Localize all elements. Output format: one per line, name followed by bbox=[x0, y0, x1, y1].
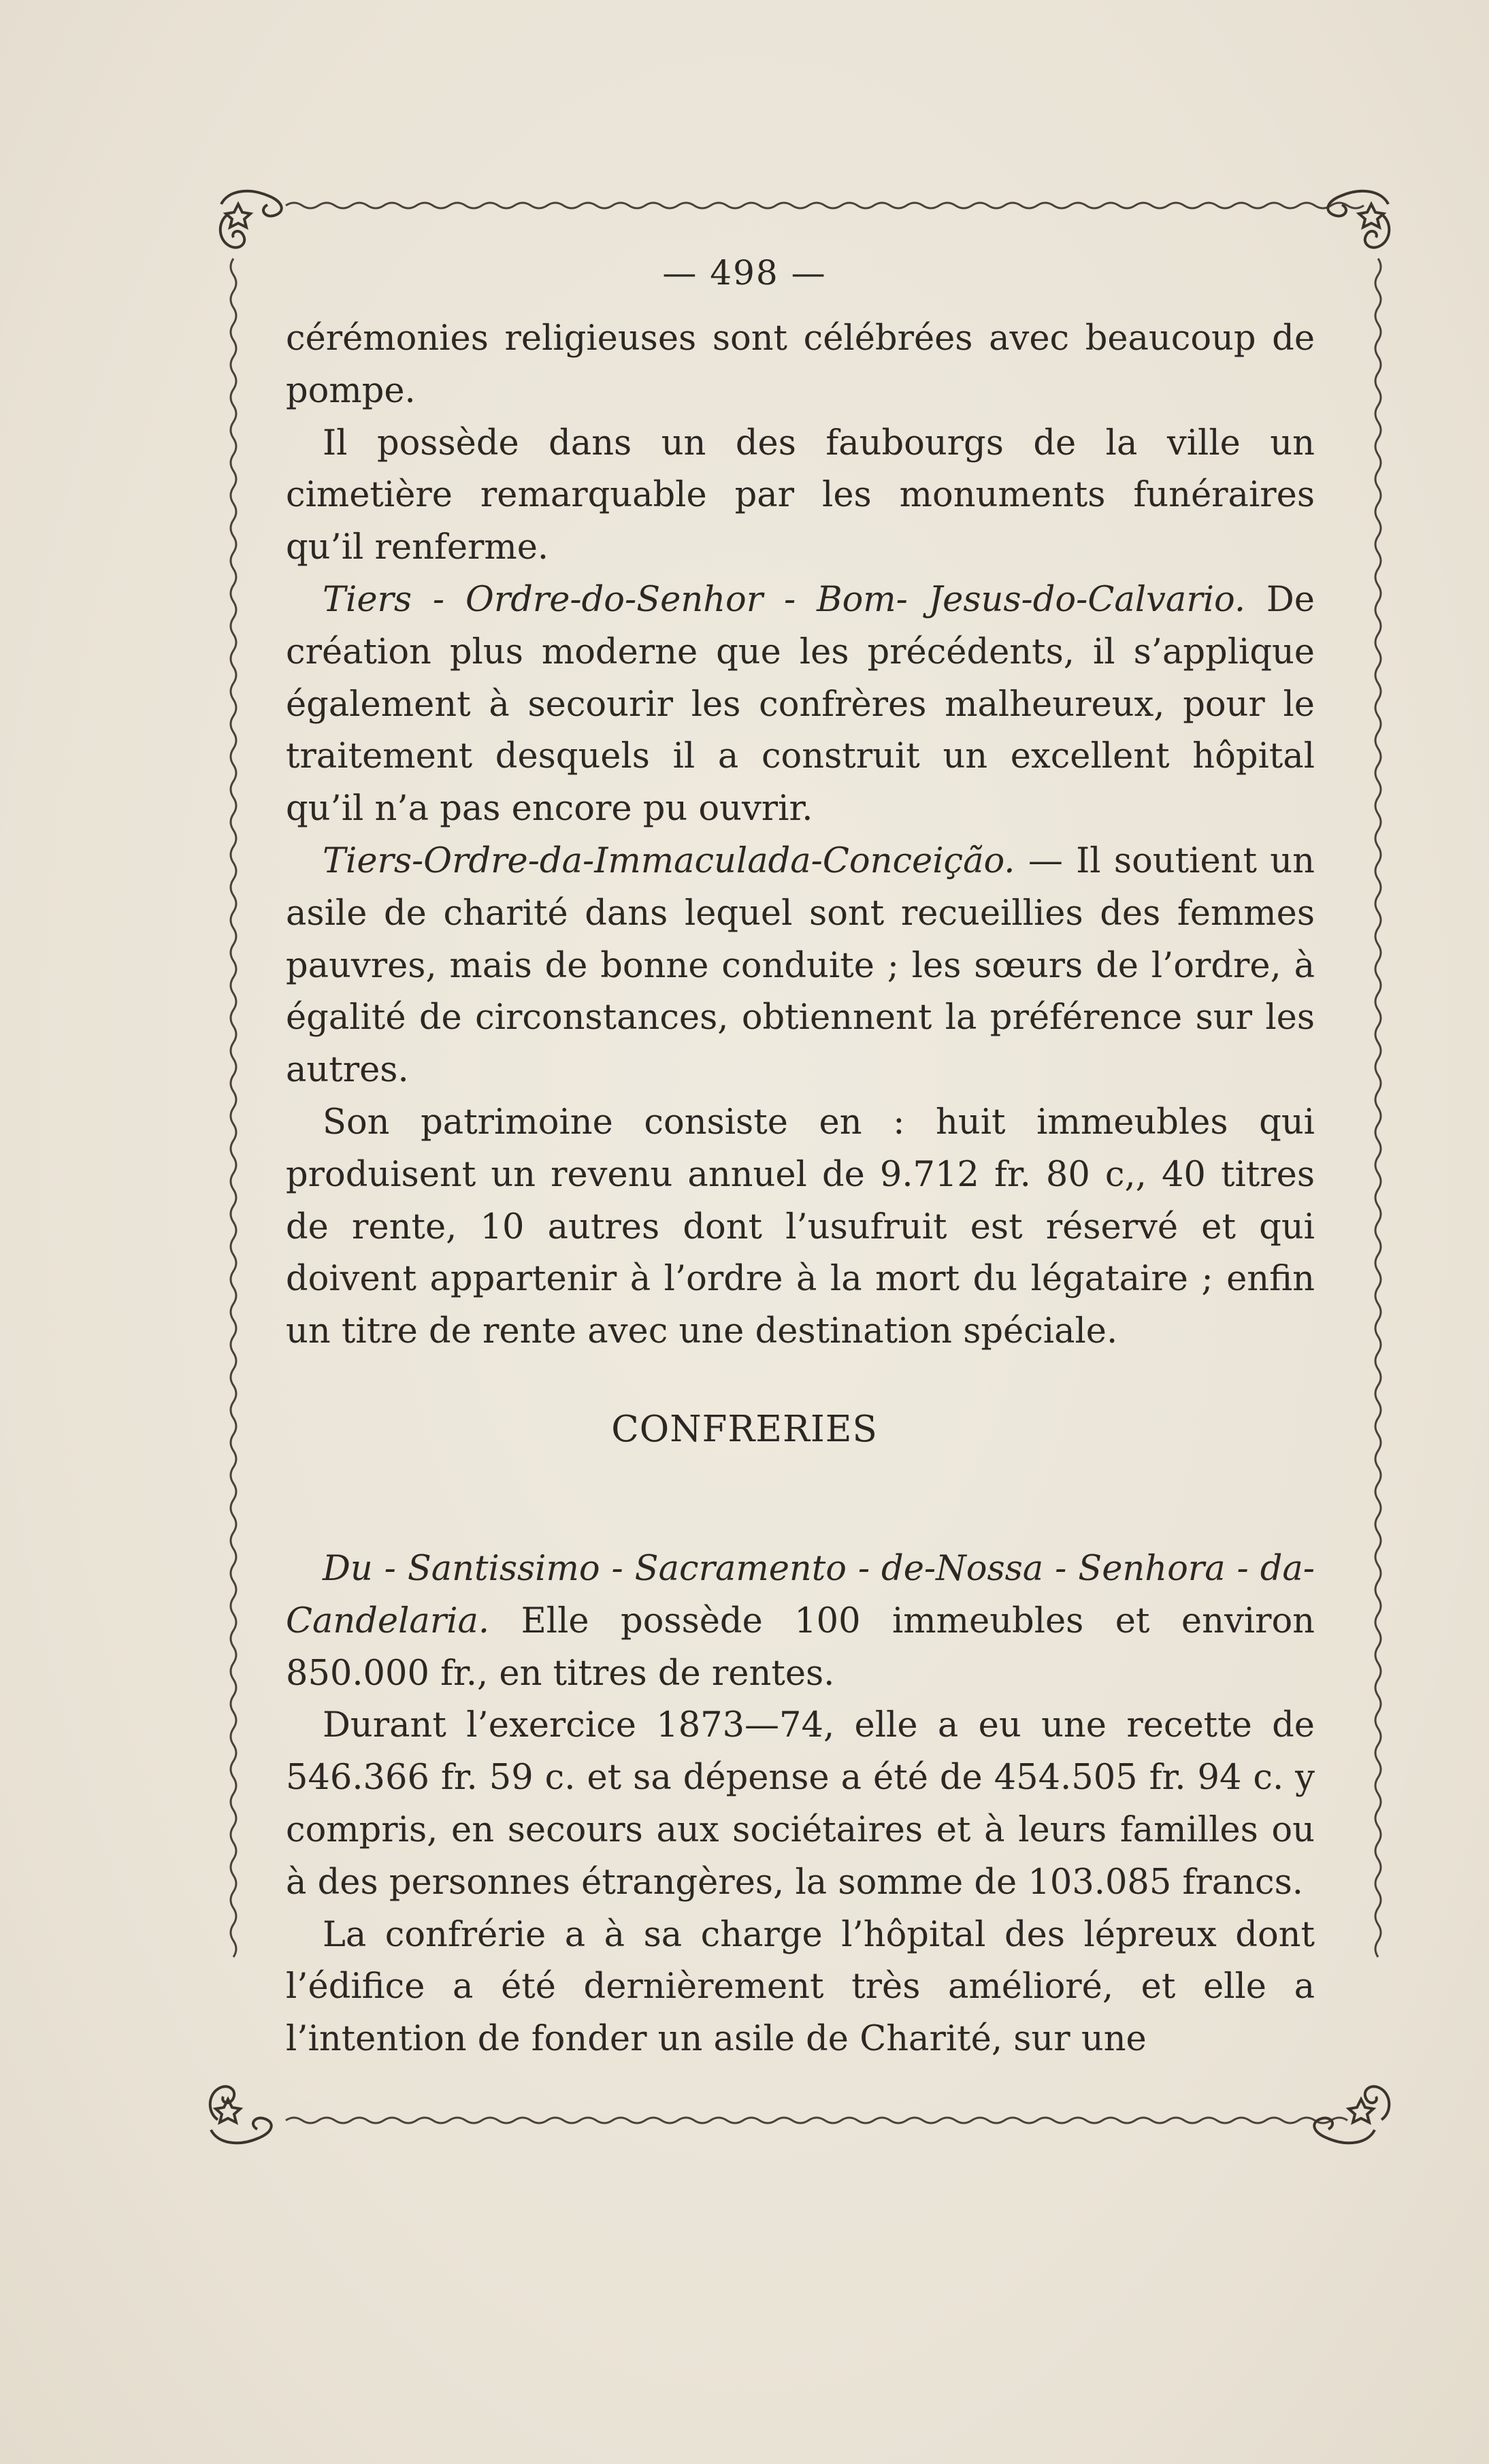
paragraph bbox=[286, 1097, 1315, 1358]
confrerie-title: Du - Santissimo - Sacramento - de-Nossa - Senhora - da-Candelaria. bbox=[286, 1549, 1315, 1641]
main-text-block bbox=[286, 313, 1315, 1358]
order-title: Tiers - Ordre-do-Senhor - Bom- Jesus-do-Calvario. bbox=[323, 579, 1246, 620]
order-title: Tiers-Ordre-da-Immaculada-Conceição. bbox=[323, 840, 1015, 881]
paragraph bbox=[286, 836, 1315, 1097]
paragraph bbox=[286, 1700, 1315, 1909]
page-number: — 498 — bbox=[662, 253, 827, 293]
paragraph-text: — Il soutient un asile de charité dans lequel sont recueillies des femmes pauvres, mais de bonne conduite ; les sœurs de l’ordre, à égalité de circonstances, obtiennent la préférence sur les autres. bbox=[286, 840, 1315, 1091]
paragraph-text: cérémonies religieuses sont célébrées avec beaucoup de pompe. bbox=[286, 318, 1315, 411]
bottom-border-line bbox=[286, 2118, 1347, 2123]
paragraph bbox=[286, 574, 1315, 836]
paragraph-text: Durant l’exercice 1873—74, elle a eu une recette de 546.366 fr. 59 c. et sa dépense a été de 454.505 fr. 94 c. y compris, en secours aux sociétaires et à leurs familles ou à des personnes étrangères, la somme de 103.085 francs. bbox=[286, 1705, 1315, 1903]
corner-ornament-top-left bbox=[220, 191, 282, 248]
right-border-line bbox=[1375, 259, 1381, 1957]
paragraph bbox=[286, 418, 1315, 574]
paragraph-text: La confrérie a à sa charge l’hôpital des lépreux dont l’édifice a été dernièrement très amélioré, et elle a l’intention de fonder un asile de Charité, sur une bbox=[286, 1914, 1315, 2060]
paragraph bbox=[286, 313, 1315, 418]
corner-ornament-top-right bbox=[1328, 191, 1389, 248]
paragraph-text: De création plus moderne que les précédents, il s’applique également à secourir les confrères malheureux, pour le traitement desquels il a construit un excellent hôpital qu’il n’a pas encore pu ouvrir. bbox=[286, 579, 1315, 829]
paragraph bbox=[286, 1909, 1315, 2066]
section-heading: CONFRERIES bbox=[611, 1409, 878, 1450]
corner-ornament-bottom-left bbox=[210, 2086, 272, 2143]
paragraph-text: Il possède dans un des faubourgs de la ville un cimetière remarquable par les monuments funéraires qu’il renferme. bbox=[286, 423, 1315, 568]
confreries-text-block bbox=[286, 1543, 1315, 2066]
corner-ornament-bottom-right bbox=[1314, 2086, 1389, 2143]
top-border-line bbox=[286, 203, 1364, 208]
paragraph bbox=[286, 1543, 1315, 1700]
paragraph-text: Son patrimoine consiste en : huit immeubles qui produisent un revenu annuel de 9.712 fr. 80 c,, 40 titres de rente, 10 autres dont l’usufruit est réservé et qui doivent appartenir à l’ordre à la mort du légataire ; enfin un titre de rente avec une destination spéciale. bbox=[286, 1102, 1315, 1352]
left-border-line bbox=[231, 259, 236, 1957]
paragraph-text: Elle possède 100 immeubles et environ 850.000 fr., en titres de rentes. bbox=[286, 1600, 1315, 1694]
